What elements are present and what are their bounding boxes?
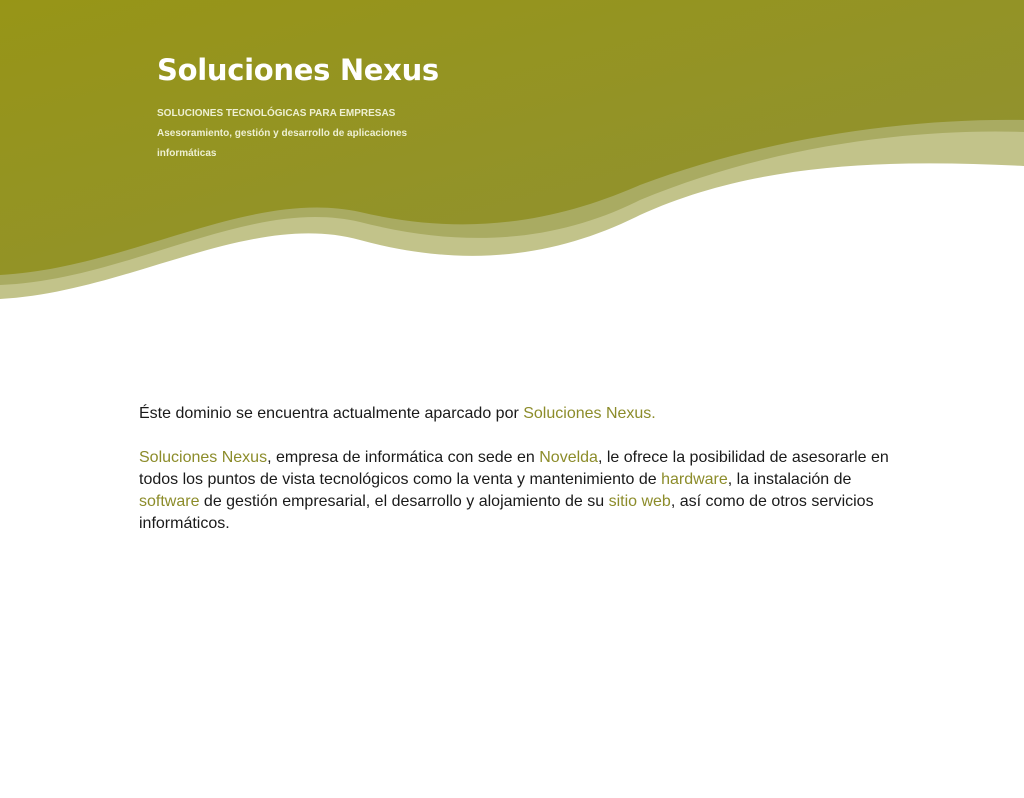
city-link[interactable]: Novelda [539,449,598,466]
description-text-2: , le ofrece la posibilidad de asesorarle en todos los puntos de vista tecnológicos como la venta y mantenimiento de [139,449,889,488]
wave-background [0,0,1024,320]
description-text-1: , empresa de informática con sede en [267,449,540,466]
main-content [139,403,889,557]
company-link[interactable]: Soluciones Nexus [139,449,268,466]
header-text [157,50,457,164]
intro-company-link[interactable]: Soluciones Nexus. [523,405,656,422]
description-text-3: , la instalación de [727,471,852,488]
hardware-link[interactable]: hardware [661,471,728,488]
tagline-line-1: SOLUCIONES TECNOLÓGICAS PARA EMPRESAS [157,108,396,119]
description-paragraph [139,447,889,535]
site-tagline [157,104,457,164]
tagline-line-2: Asesoramiento, gestión y desarrollo de aplicaciones informáticas [157,128,408,159]
intro-paragraph [139,403,889,425]
software-link[interactable]: software [139,493,200,510]
site-title[interactable]: Soluciones Nexus [157,53,439,87]
description-text-4: de gestión empresarial, el desarrollo y alojamiento de su [199,493,609,510]
header-banner [0,0,1024,320]
description-text-5: , así como de otros servicios informáticos. [139,493,874,532]
intro-text: Éste dominio se encuentra actualmente aparcado por [139,405,524,422]
website-link[interactable]: sitio web [608,493,671,510]
